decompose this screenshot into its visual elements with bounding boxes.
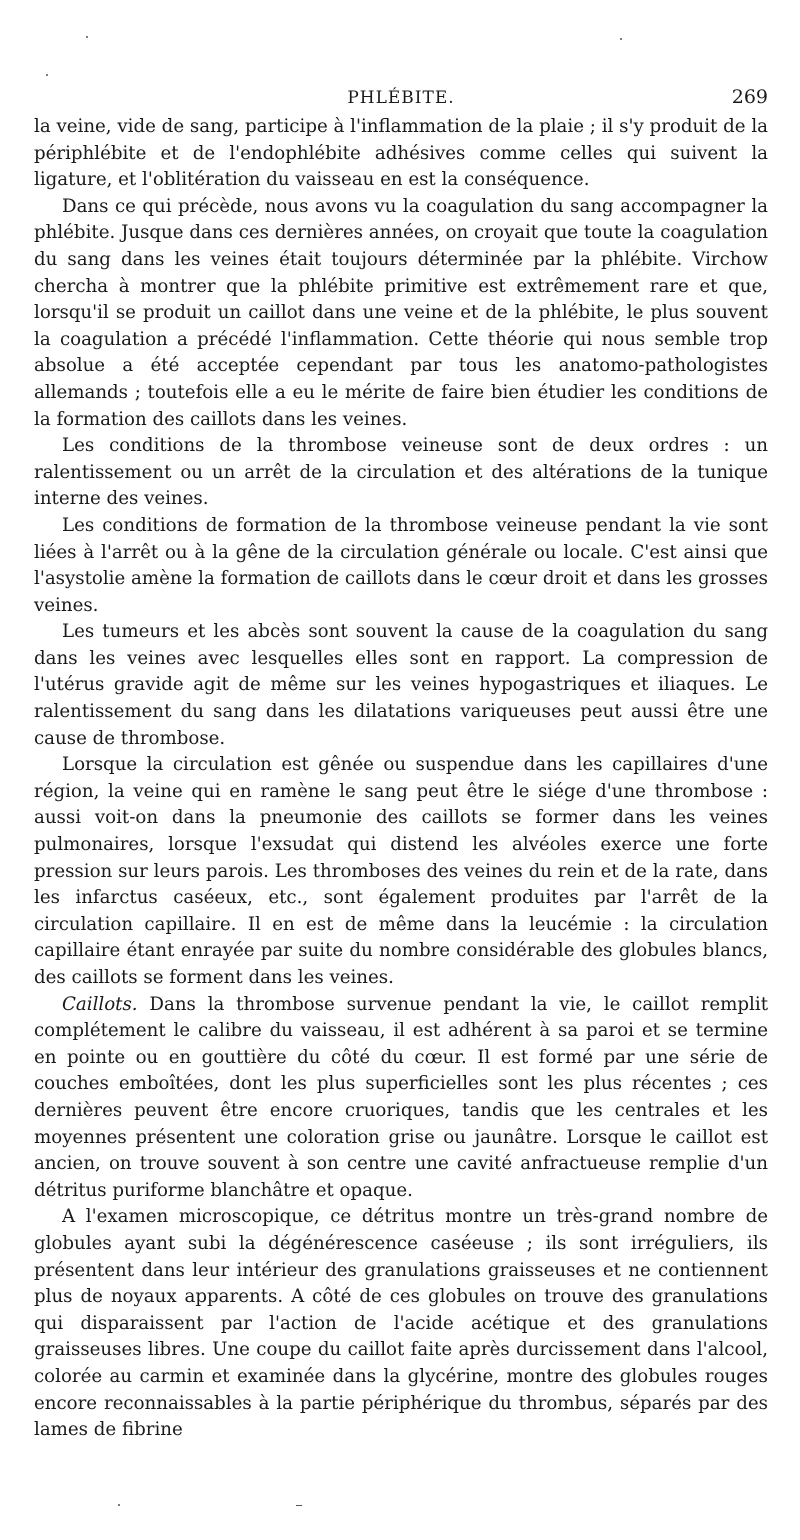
paragraph bbox=[34, 433, 768, 513]
running-title: PHLÉBITE. bbox=[347, 88, 455, 108]
section-lead: Caillots. bbox=[62, 993, 138, 1015]
paragraph bbox=[34, 114, 768, 194]
scan-speck bbox=[86, 36, 88, 38]
paragraph-text: Les conditions de formation de la thrombose veineuse pendant la vie sont liées à l'arrêt ou à la gêne de la circulation générale ou locale. C'est ainsi que l'asystolie amène la formation de caillots dans le cœur droit et dans les grosses veines. bbox=[34, 514, 768, 616]
paragraph-text: Les conditions de la thrombose veineuse sont de deux ordres : un ralentissement ou un arrêt de la circulation et des altérations de la tunique interne des veines. bbox=[34, 435, 768, 510]
paragraph bbox=[34, 619, 768, 752]
scan-speck bbox=[620, 38, 622, 40]
paragraph bbox=[34, 194, 768, 433]
paragraph-text: Dans ce qui précède, nous avons vu la coagulation du sang accompagner la phlébite. Jusque dans ces dernières années, on croyait que toute la coagulation du sang dans les veines était toujours déterminée par la phlébite. Virchow chercha à montrer que la phlébite primitive est extrêmement rare et que, lorsqu'il se produit un caillot dans une veine et de la phlébite, le plus souvent la coagulation a précédé l'inflammation. Cette théorie qui nous semble trop absolue a été acceptée cependant par tous les anatomo-pathologistes allemands ; toutefois elle a eu le mérite de faire bien étudier les conditions de la formation des caillots dans les veines. bbox=[34, 195, 768, 430]
paragraph-text: Dans la thrombose survenue pendant la vie, le caillot remplit complétement le calibre du vaisseau, il est adhérent à sa paroi et se termine en pointe ou en gouttière du côté du cœur. Il est formé par une série de couches emboîtées, dont les plus superficielles sont les plus récentes ; ces dernières peuvent être encore cruoriques, tandis que les centrales et les moyennes présentent une coloration grise ou jaunâtre. Lorsque le caillot est ancien, on trouve souvent à son centre une cavité anfractueuse remplie d'un détritus puriforme blanchâtre et opaque. bbox=[34, 993, 768, 1201]
paragraph bbox=[34, 752, 768, 991]
paragraph-text: Lorsque la circulation est gênée ou suspendue dans les capillaires d'une région, la veine qui en ramène le sang peut être le siége d'une thrombose : aussi voit-on dans la pneumonie des caillots se former dans les veines pulmonaires, lorsque l'exsudat qui distend les alvéoles exerce une forte pression sur leurs parois. Les thromboses des veines du rein et de la rate, dans les infarctus caséeux, etc., sont également produites par l'arrêt de la circulation capillaire. Il en est de même dans la leucémie : la circulation capillaire étant enrayée par suite du nombre considérable des globules blancs, des caillots se forment dans les veines. bbox=[34, 754, 768, 988]
page-number: 269 bbox=[731, 86, 768, 108]
scan-speck bbox=[46, 74, 48, 76]
paragraph bbox=[34, 992, 768, 1205]
scan-speck bbox=[118, 1504, 120, 1506]
paragraph-text: la veine, vide de sang, participe à l'inflammation de la plaie ; il s'y produit de la périphlébite et de l'endophlébite adhésives comme celles qui suivent la ligature, et l'oblitération du vaisseau en est la conséquence. bbox=[34, 116, 768, 191]
paragraph bbox=[34, 1204, 768, 1443]
page-header bbox=[34, 82, 768, 114]
paragraph-text: Les tumeurs et les abcès sont souvent la cause de la coagulation du sang dans les veines avec lesquelles elles sont en rapport. La compression de l'utérus gravide agit de même sur les veines hypogastriques et iliaques. Le ralentissement du sang dans les dilatations variqueuses peut aussi être une cause de thrombose. bbox=[34, 621, 768, 749]
scan-speck bbox=[296, 1505, 302, 1506]
page-body bbox=[34, 114, 768, 1444]
paragraph-text: A l'examen microscopique, ce détritus montre un très-grand nombre de globules ayant subi la dégénérescence caséeuse ; ils sont irréguliers, ils présentent dans leur intérieur des granulations graisseuses et ne contiennent plus de noyaux apparents. A côté de ces globules on trouve des granulations qui disparaissent par l'action de l'acide acétique et des granulations graisseuses libres. Une coupe du caillot faite après durcissement dans l'alcool, colorée au carmin et examinée dans la glycérine, montre des globules rouges encore reconnaissables à la partie périphérique du thrombus, séparés par des lames de fibrine bbox=[34, 1206, 768, 1441]
book-page bbox=[34, 82, 768, 1444]
paragraph bbox=[34, 513, 768, 619]
